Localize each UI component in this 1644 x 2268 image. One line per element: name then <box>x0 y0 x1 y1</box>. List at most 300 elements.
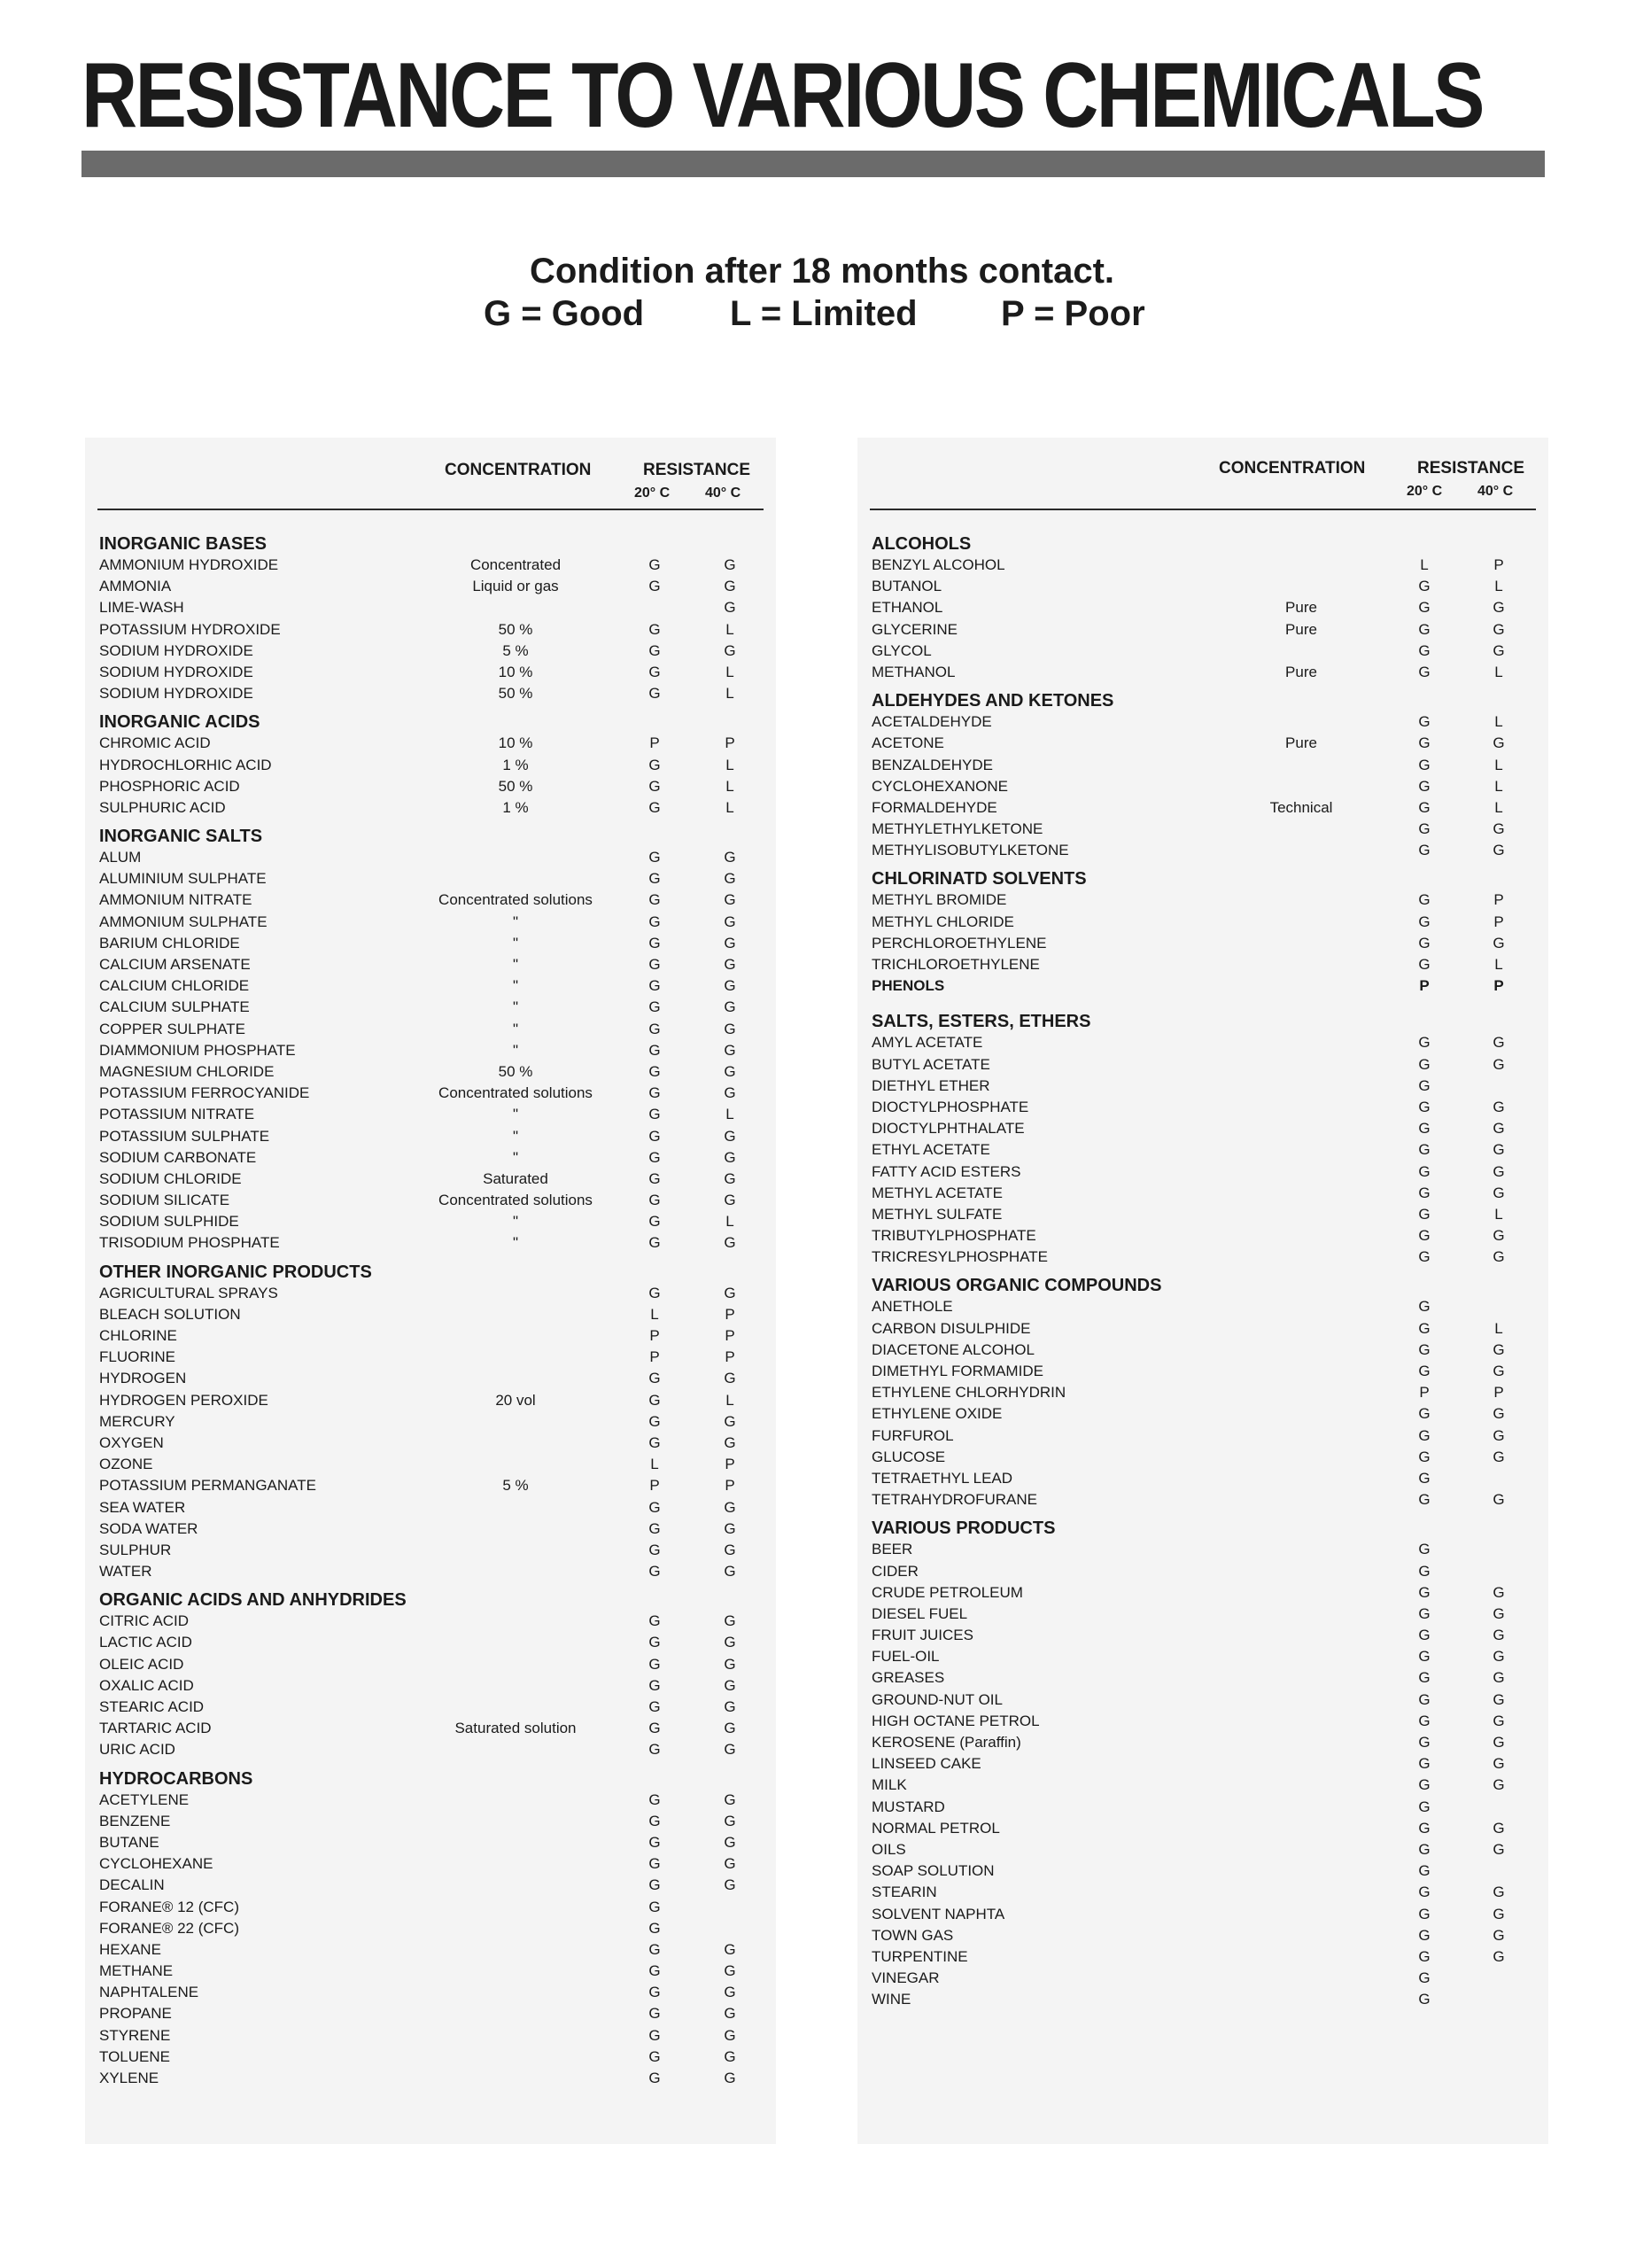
table-row <box>99 1347 772 1368</box>
chemical-name: POTASSIUM NITRATE <box>99 1106 255 1123</box>
section-heading <box>872 975 1545 1004</box>
chemical-name: SODIUM CARBONATE <box>99 1148 257 1166</box>
table-row <box>872 755 1545 776</box>
table-row <box>872 840 1545 861</box>
table-row <box>99 1190 772 1211</box>
concentration-value: Pure <box>1285 663 1317 680</box>
resistance-40c: G <box>724 2070 736 2086</box>
chemical-name: PERCHLOROETHYLENE <box>872 934 1047 951</box>
resistance-20c: G <box>648 934 661 951</box>
resistance-20c: G <box>1418 1448 1431 1465</box>
resistance-20c: G <box>1418 1648 1431 1666</box>
resistance-20c: G <box>1418 1120 1431 1138</box>
table-row <box>99 1739 772 1760</box>
table-row <box>872 797 1545 819</box>
concentration-value: " <box>512 956 519 973</box>
chemical-name: ALUMINIUM SULPHATE <box>99 870 267 888</box>
table-row <box>872 1468 1545 1489</box>
resistance-40c: G <box>724 2005 736 2023</box>
resistance-20c: G <box>1418 1298 1431 1316</box>
table-row <box>99 1211 772 1232</box>
resistance-20c: G <box>1418 756 1431 773</box>
resistance-40c: L <box>1494 756 1503 773</box>
resistance-40c: G <box>1493 1819 1505 1837</box>
resistance-20c: G <box>648 1962 661 1980</box>
chemical-name: TETRAETHYL LEAD <box>872 1469 1013 1487</box>
table-row <box>99 2025 772 2047</box>
resistance-20c: G <box>648 1698 661 1715</box>
resistance-20c: G <box>648 870 661 888</box>
chemical-name: OZONE <box>99 1456 153 1473</box>
resistance-40c: G <box>724 1833 736 1851</box>
chemical-name: TARTARIC ACID <box>99 1720 212 1737</box>
table-row <box>99 1632 772 1653</box>
chemical-name: DIOCTYLPHTHALATE <box>872 1120 1025 1138</box>
table-row <box>872 1839 1545 1860</box>
chemical-name: LINSEED CAKE <box>872 1755 981 1773</box>
resistance-40c: G <box>724 870 736 888</box>
resistance-20c: G <box>648 1919 661 1937</box>
chemical-name: BUTANOL <box>872 578 942 595</box>
chemical-name: TETRAHYDROFURANE <box>872 1491 1038 1509</box>
resistance-40c: L <box>1494 798 1503 816</box>
section-heading: INORGANIC SALTS <box>99 827 263 847</box>
table-row <box>99 1540 772 1561</box>
resistance-20c: G <box>1418 1562 1431 1580</box>
table-row <box>99 912 772 933</box>
resistance-20c: G <box>1418 641 1431 659</box>
resistance-20c: G <box>1418 956 1431 973</box>
chemical-name: DIMETHYL FORMAMIDE <box>872 1363 1043 1379</box>
resistance-40c: P <box>1493 891 1504 909</box>
chemical-name: GREASES <box>872 1669 945 1687</box>
table-row <box>872 1489 1545 1511</box>
resistance-20c: G <box>648 663 661 680</box>
resistance-20c: G <box>648 1412 661 1430</box>
chemical-name: SODIUM SILICATE <box>99 1192 230 1209</box>
chemical-name: FORANE® 22 (CFC) <box>99 1919 239 1937</box>
concentration-value: " <box>512 913 519 930</box>
chemical-name: FORANE® 12 (CFC) <box>99 1898 239 1915</box>
resistance-40c: G <box>1493 1448 1505 1465</box>
concentration-value: " <box>512 1041 519 1059</box>
chemical-name: FATTY ACID ESTERS <box>872 1162 1021 1180</box>
concentration-value: " <box>512 1127 519 1145</box>
table-row <box>99 1961 772 1982</box>
table-row <box>99 1019 772 1040</box>
concentration-value: Concentrated <box>469 556 562 573</box>
resistance-40c: G <box>1493 842 1505 859</box>
resistance-20c: G <box>1418 1991 1431 2008</box>
resistance-40c: P <box>725 1327 735 1344</box>
section-heading: ORGANIC ACIDS AND ANHYDRIDES <box>99 1590 407 1611</box>
concentration-value: Pure <box>1285 734 1317 752</box>
chemical-name: AMYL ACETATE <box>872 1034 983 1052</box>
resistance-40c: G <box>724 977 736 995</box>
table-row <box>872 1561 1545 1582</box>
resistance-20c: G <box>1418 1884 1431 1901</box>
chemical-name: CALCIUM ARSENATE <box>99 956 251 973</box>
resistance-40c: L <box>725 798 734 816</box>
resistance-20c: G <box>648 891 661 909</box>
table-row <box>99 1853 772 1875</box>
table-row <box>872 1711 1545 1732</box>
resistance-20c: G <box>1418 1541 1431 1558</box>
resistance-20c: G <box>648 1612 661 1630</box>
resistance-40c: G <box>1493 1905 1505 1922</box>
table-row <box>872 1946 1545 1968</box>
header-40c: 40° C <box>1477 484 1514 499</box>
resistance-20c: G <box>1418 1734 1431 1751</box>
legend-limited: L = Limited <box>730 294 918 333</box>
table-row <box>99 1126 772 1147</box>
table-row <box>99 2047 772 2068</box>
table-row <box>99 1611 772 1632</box>
resistance-40c: G <box>724 1498 736 1516</box>
table-row <box>872 1582 1545 1604</box>
resistance-40c: G <box>1493 1248 1505 1266</box>
resistance-40c: G <box>1493 734 1505 752</box>
chemical-name: BENZALDEHYDE <box>872 756 993 773</box>
table-row <box>872 1076 1545 1097</box>
resistance-20c: G <box>1418 1840 1431 1858</box>
table-row <box>872 1646 1545 1667</box>
chemical-name: ETHYLENE OXIDE <box>872 1405 1003 1423</box>
right-table-rows <box>872 533 1545 2010</box>
resistance-20c: G <box>648 2047 661 2065</box>
resistance-20c: G <box>1418 734 1431 752</box>
resistance-40c: G <box>1493 1926 1505 1944</box>
resistance-20c: G <box>648 1940 661 1958</box>
resistance-40c: G <box>724 1084 736 1102</box>
resistance-20c: G <box>648 913 661 930</box>
chemical-name: FLUORINE <box>99 1348 175 1366</box>
resistance-40c: L <box>1494 777 1503 795</box>
chemical-name: METHYLISOBUTYLKETONE <box>872 842 1069 859</box>
resistance-20c: G <box>648 1833 661 1851</box>
chemical-name: SODIUM HYDROXIDE <box>99 641 253 659</box>
resistance-20c: G <box>1418 1363 1431 1379</box>
resistance-40c: G <box>724 1876 736 1894</box>
resistance-20c: G <box>648 1790 661 1808</box>
resistance-40c: G <box>1493 1947 1505 1965</box>
chemical-name: NAPHTALENE <box>99 1984 199 2001</box>
resistance-40c: G <box>1493 1755 1505 1773</box>
table-row <box>872 1753 1545 1775</box>
resistance-20c: G <box>1418 1755 1431 1773</box>
chemical-name: NORMAL PETROL <box>872 1819 1000 1837</box>
resistance-20c: G <box>1418 1491 1431 1509</box>
resistance-40c: L <box>1494 1319 1503 1337</box>
chemical-name: CRUDE PETROLEUM <box>872 1583 1023 1601</box>
resistance-40c: L <box>725 756 734 773</box>
section-heading: CHLORINATD SOLVENTS <box>872 869 1087 889</box>
chemical-name: LACTIC ACID <box>99 1634 192 1651</box>
chemical-name: METHANE <box>99 1962 174 1980</box>
chemical-name: BUTYL ACETATE <box>872 1055 990 1073</box>
table-row <box>872 1118 1545 1139</box>
concentration-value: 1 % <box>502 798 529 816</box>
chemical-name: MAGNESIUM CHLORIDE <box>99 1062 275 1080</box>
resistance-40c: G <box>724 1790 736 1808</box>
concentration-value: Saturated <box>483 1169 548 1187</box>
resistance-40c: G <box>724 1984 736 2001</box>
table-row <box>99 1497 772 1518</box>
resistance-20c: G <box>648 578 661 595</box>
table-row <box>99 1918 772 1939</box>
resistance-20c: G <box>1418 1184 1431 1201</box>
chemical-name: MUSTARD <box>872 1798 945 1815</box>
table-row <box>99 797 772 819</box>
resistance-20c: G <box>648 1284 661 1301</box>
table-row <box>99 2068 772 2089</box>
resistance-20c: G <box>648 1234 661 1252</box>
table-row <box>872 1968 1545 1989</box>
resistance-20c: G <box>1418 1319 1431 1337</box>
table-row <box>99 597 772 618</box>
resistance-40c: G <box>724 1192 736 1209</box>
chemical-name: CALCIUM SULPHATE <box>99 998 250 1016</box>
chemical-name: GROUND-NUT OIL <box>872 1690 1003 1708</box>
chemical-name: ACETALDEHYDE <box>872 713 992 731</box>
resistance-20c: G <box>648 1676 661 1694</box>
table-row <box>99 1832 772 1853</box>
section-heading: ALDEHYDES AND KETONES <box>872 691 1114 711</box>
table-row <box>872 597 1545 618</box>
resistance-40c: G <box>724 1655 736 1673</box>
table-row <box>872 1296 1545 1317</box>
resistance-20c: G <box>1418 599 1431 617</box>
section-heading: HYDROCARBONS <box>99 1768 253 1789</box>
chemical-name: OILS <box>872 1840 906 1858</box>
resistance-20c: G <box>1418 1604 1431 1622</box>
concentration-value: Saturated solution <box>454 1720 577 1737</box>
table-row <box>99 1104 772 1125</box>
header-rule <box>97 509 764 510</box>
title-underline-bar <box>81 151 1545 177</box>
chemical-name: COPPER SULPHATE <box>99 1020 246 1037</box>
table-row <box>99 733 772 754</box>
table-row <box>872 1882 1545 1903</box>
chemical-name: URIC ACID <box>99 1741 175 1759</box>
resistance-40c: G <box>724 1541 736 1558</box>
chemical-name: METHYL ACETATE <box>872 1184 1003 1201</box>
table-row <box>872 619 1545 641</box>
resistance-40c: G <box>724 1612 736 1630</box>
chemical-name: POTASSIUM PERMANGANATE <box>99 1477 316 1495</box>
resistance-20c: G <box>1418 1776 1431 1794</box>
table-row <box>872 1925 1545 1946</box>
resistance-20c: G <box>1418 1405 1431 1423</box>
header-concentration: CONCENTRATION <box>445 461 592 479</box>
section-title: PHENOLS <box>872 977 945 995</box>
resistance-20c: G <box>648 1433 661 1451</box>
resistance-20c: G <box>648 1519 661 1537</box>
resistance-20c: G <box>1418 620 1431 638</box>
resistance-20c: G <box>1418 1426 1431 1444</box>
resistance-40c: L <box>1494 956 1503 973</box>
resistance-20c: G <box>648 1498 661 1516</box>
resistance-20c: G <box>648 1169 661 1187</box>
resistance-40c: G <box>724 1519 736 1537</box>
resistance-40c: G <box>1493 1055 1505 1073</box>
table-row <box>872 1382 1545 1403</box>
resistance-20c: G <box>648 620 661 638</box>
table-row <box>99 776 772 797</box>
concentration-value: 10 % <box>498 663 533 680</box>
chemical-name: STEARIN <box>872 1884 937 1901</box>
chemical-name: CYCLOHEXANONE <box>872 777 1008 795</box>
table-row <box>99 641 772 662</box>
table-row <box>872 1139 1545 1161</box>
table-row <box>99 1939 772 1961</box>
table-row <box>99 1304 772 1325</box>
table-row <box>872 1989 1545 2010</box>
resistance-40c: P <box>1493 913 1504 930</box>
chemical-name: DIESEL FUEL <box>872 1604 968 1622</box>
resistance-40c: L <box>725 663 734 680</box>
resistance-20c: G <box>1418 1669 1431 1687</box>
resistance-20c: G <box>648 1148 661 1166</box>
resistance-20c: G <box>648 1984 661 2001</box>
chemical-name: SULPHUR <box>99 1541 172 1558</box>
chemical-name: SULPHURIC ACID <box>99 798 226 816</box>
chemical-name: BARIUM CHLORIDE <box>99 934 240 951</box>
resistance-40c: G <box>724 599 736 617</box>
resistance-20c: G <box>648 1812 661 1829</box>
resistance-40c: G <box>724 1370 736 1387</box>
table-row <box>872 912 1545 933</box>
resistance-40c: G <box>724 1962 736 1980</box>
chemical-name: BLEACH SOLUTION <box>99 1305 241 1323</box>
concentration-value: 50 % <box>498 685 533 703</box>
chemical-name: AMMONIUM HYDROXIDE <box>99 556 279 573</box>
table-row <box>99 662 772 683</box>
resistance-20c: G <box>1418 1141 1431 1159</box>
table-row <box>99 1061 772 1083</box>
chemical-name: KEROSENE (Paraffin) <box>872 1734 1021 1751</box>
resistance-40c: P <box>725 1477 735 1495</box>
resistance-40c: G <box>724 1676 736 1694</box>
resistance-40c: G <box>724 998 736 1016</box>
chemical-name: VINEGAR <box>872 1969 940 1987</box>
chemical-name: HYDROGEN <box>99 1370 187 1387</box>
legend <box>484 292 1192 337</box>
resistance-40c: G <box>724 1169 736 1187</box>
resistance-20c: G <box>648 1084 661 1102</box>
resistance-20c: P <box>1419 977 1430 995</box>
resistance-40c: P <box>725 1348 735 1366</box>
table-row <box>99 619 772 641</box>
table-row <box>872 1539 1545 1560</box>
table-row <box>872 1860 1545 1882</box>
chemical-name: ANETHOLE <box>872 1298 953 1316</box>
chemical-name: SODA WATER <box>99 1519 198 1537</box>
resistance-20c: G <box>1418 798 1431 816</box>
chemical-name: TOLUENE <box>99 2047 170 2065</box>
table-row <box>99 1561 772 1582</box>
resistance-40c: G <box>1493 1583 1505 1601</box>
table-row <box>872 1054 1545 1076</box>
chemical-name: FURFUROL <box>872 1426 954 1444</box>
resistance-40c: G <box>1493 1363 1505 1379</box>
table-row <box>99 1718 772 1739</box>
table-row <box>99 1697 772 1718</box>
chemical-name: POTASSIUM FERROCYANIDE <box>99 1084 310 1102</box>
table-row <box>99 2003 772 2024</box>
resistance-20c: G <box>648 1720 661 1737</box>
table-row <box>872 1775 1545 1796</box>
resistance-20c: G <box>1418 1469 1431 1487</box>
resistance-40c: G <box>1493 1098 1505 1115</box>
section-heading: ALCOHOLS <box>872 534 972 554</box>
resistance-20c: G <box>1418 1819 1431 1837</box>
chemical-name: AMMONIUM NITRATE <box>99 891 252 909</box>
chemical-name: OLEIC ACID <box>99 1655 184 1673</box>
concentration-value: Technical <box>1269 798 1333 816</box>
resistance-20c: G <box>1418 1227 1431 1245</box>
table-row <box>872 889 1545 911</box>
chemical-name: CALCIUM CHLORIDE <box>99 977 250 995</box>
table-row <box>99 954 772 975</box>
resistance-40c: L <box>1494 663 1503 680</box>
chemical-name: HYDROCHLORHIC ACID <box>99 756 272 773</box>
table-row <box>872 711 1545 733</box>
resistance-20c: L <box>650 1456 659 1473</box>
resistance-40c: G <box>724 1634 736 1651</box>
chemical-name: STEARIC ACID <box>99 1698 205 1715</box>
resistance-40c: G <box>1493 1426 1505 1444</box>
resistance-40c: G <box>724 956 736 973</box>
resistance-40c: G <box>1493 1884 1505 1901</box>
chemical-name: SOAP SOLUTION <box>872 1862 995 1880</box>
resistance-40c: L <box>725 685 734 703</box>
resistance-40c: G <box>1493 1712 1505 1729</box>
concentration-value: " <box>512 977 519 995</box>
chemical-name: BENZYL ALCOHOL <box>872 556 1005 573</box>
resistance-20c: L <box>650 1305 659 1323</box>
resistance-20c: G <box>648 556 661 573</box>
resistance-20c: G <box>648 1741 661 1759</box>
chemical-name: METHYLETHYLKETONE <box>872 820 1043 838</box>
section-heading: SALTS, ESTERS, ETHERS <box>872 1012 1091 1032</box>
chemical-name: DIAMMONIUM PHOSPHATE <box>99 1041 296 1059</box>
chemical-name: PHOSPHORIC ACID <box>99 777 240 795</box>
table-row <box>99 868 772 889</box>
resistance-20c: G <box>648 1541 661 1558</box>
resistance-20c: G <box>1418 1712 1431 1729</box>
resistance-40c: G <box>1493 1734 1505 1751</box>
resistance-20c: P <box>649 1327 660 1344</box>
resistance-40c: G <box>724 2047 736 2065</box>
table-row <box>99 889 772 911</box>
resistance-20c: G <box>1418 934 1431 951</box>
chemical-name: GLYCERINE <box>872 620 958 638</box>
chemical-name: OXYGEN <box>99 1433 164 1451</box>
resistance-20c: G <box>1418 1862 1431 1880</box>
chemical-name: HEXANE <box>99 1940 161 1958</box>
resistance-40c: G <box>724 641 736 659</box>
chemical-name: AGRICULTURAL SPRAYS <box>99 1284 278 1301</box>
resistance-40c: G <box>1493 1162 1505 1180</box>
table-row <box>99 1454 772 1475</box>
table-row <box>99 1411 772 1433</box>
resistance-40c: G <box>1493 1604 1505 1622</box>
chemical-name: TRISODIUM PHOSPHATE <box>99 1234 280 1252</box>
table-row <box>872 1447 1545 1468</box>
resistance-20c: P <box>649 734 660 752</box>
chemical-name: ALUM <box>99 849 142 866</box>
